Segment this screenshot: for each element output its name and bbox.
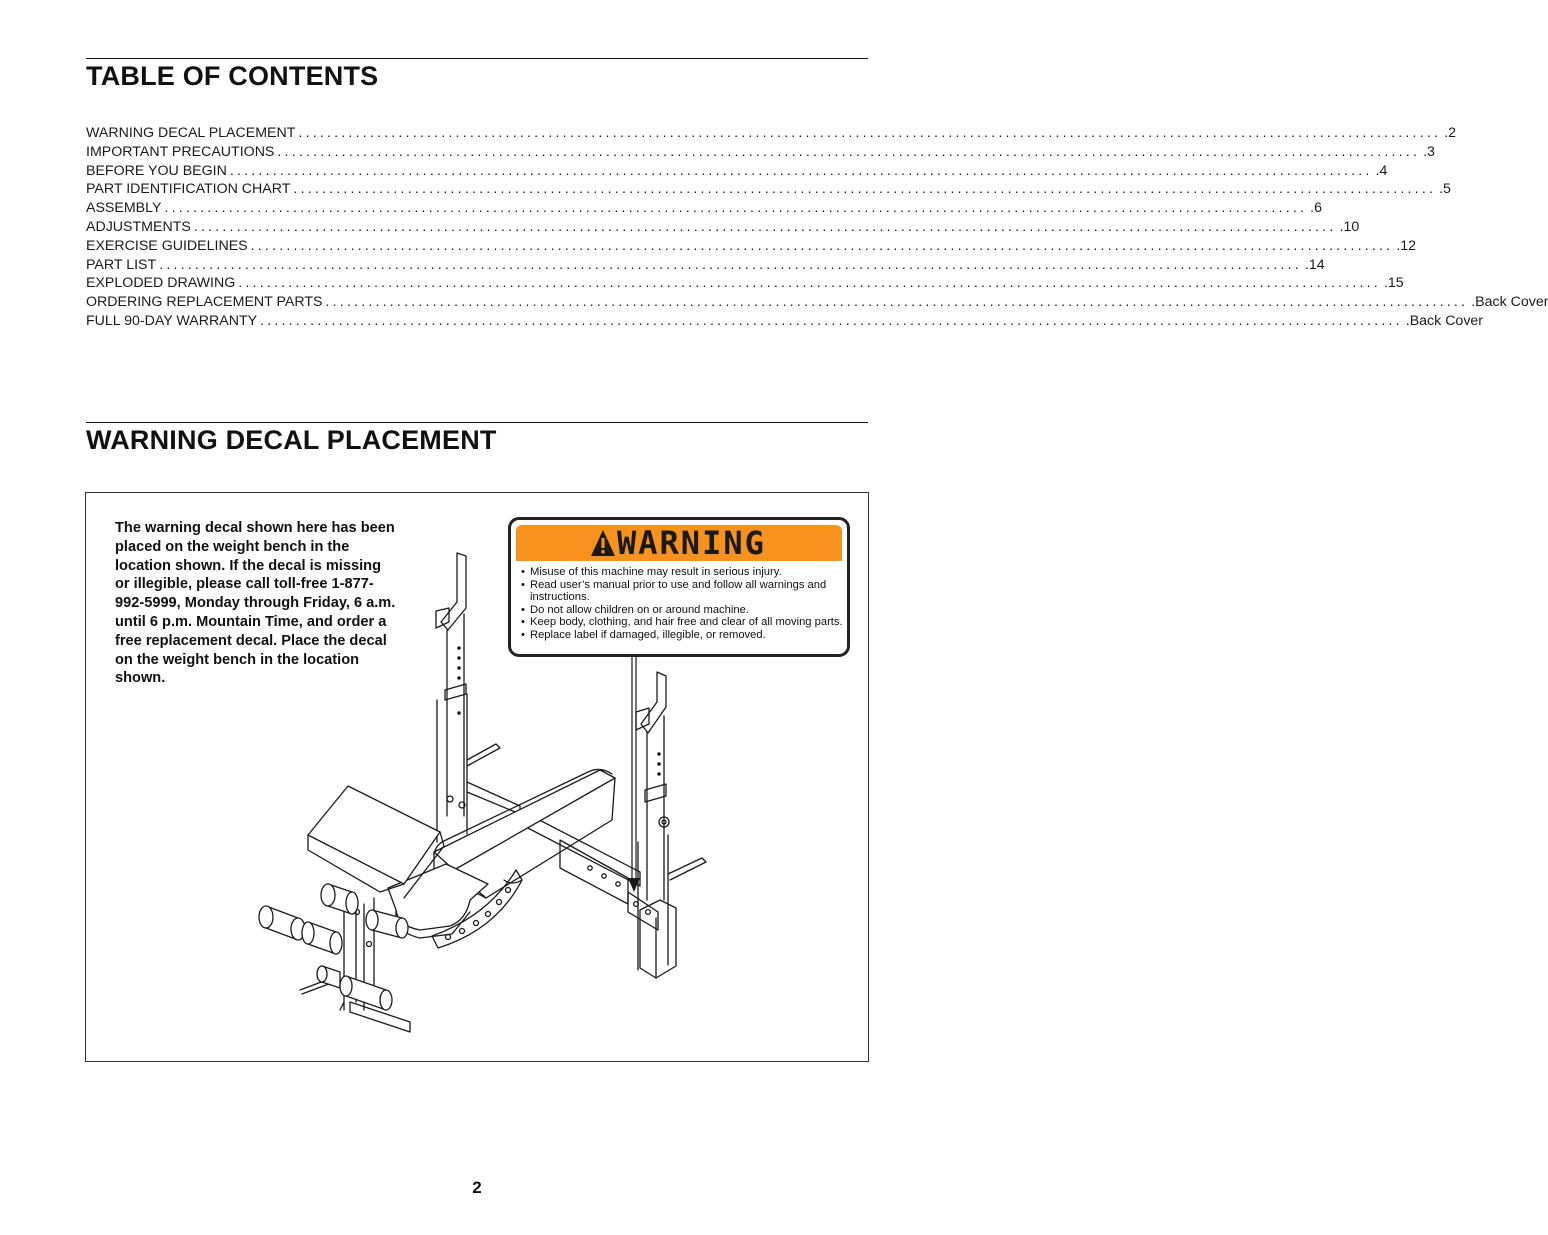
toc-leader-dots: ................................................................................................................................................................ <box>229 162 1373 179</box>
warning-word: WARNING <box>617 524 766 562</box>
page-number: 2 <box>472 1178 482 1197</box>
toc-leader-dots: ................................................................................................................................................................ <box>159 256 1302 273</box>
warning-item: • Keep body, clothing, and hair free and clear of all moving parts. <box>521 616 843 629</box>
toc-leader-dots: ................................................................................................................................................................ <box>260 312 1403 329</box>
toc-entry-page: .2 <box>1444 125 1456 141</box>
toc-leader-dots: ................................................................................................................................................................ <box>193 218 1337 235</box>
toc-entry-page: .5 <box>1439 181 1451 198</box>
toc-leader-dots: ................................................................................................................................................................ <box>164 200 1308 217</box>
toc-entry-title: EXERCISE GUIDELINES <box>86 237 248 254</box>
toc-entry-title: EXPLODED DRAWING <box>86 275 236 292</box>
warning-section-heading: WARNING DECAL PLACEMENT <box>86 425 497 455</box>
warning-item: • Do not allow children on or around machine. <box>521 604 843 617</box>
toc-entry-title: BEFORE YOU BEGIN <box>86 162 227 179</box>
toc-leader-dots: ................................................................................................................................................................ <box>250 237 1394 254</box>
toc-entry-title: PART LIST <box>86 256 157 273</box>
toc-entry-page: .Back Cover <box>1405 312 1484 329</box>
toc-entry-title: IMPORTANT PRECAUTIONS <box>86 143 275 160</box>
toc-entry-title: FULL 90-DAY WARRANTY <box>86 312 258 329</box>
toc-entry-page: .14 <box>1304 256 1325 273</box>
warning-item: • Misuse of this machine may result in serious injury. <box>521 566 843 579</box>
foam-rollers <box>259 884 408 1010</box>
toc-entry-title: PART IDENTIFICATION CHART <box>86 181 291 198</box>
toc-entry-page: .6 <box>1310 200 1322 217</box>
toc-entry-page: .15 <box>1383 275 1404 292</box>
toc-leader-dots: ................................................................................................................................................................ <box>298 125 1442 141</box>
right-upright <box>636 672 706 978</box>
toc-entry-title: WARNING DECAL PLACEMENT <box>86 125 296 141</box>
toc-entry-page: .10 <box>1339 218 1360 235</box>
toc-entry-title: ADJUSTMENTS <box>86 218 191 235</box>
toc-entry-page: .3 <box>1423 143 1435 160</box>
toc-leader-dots: ................................................................................................................................................................ <box>277 143 1421 160</box>
toc-entry-page: .4 <box>1375 162 1388 179</box>
warning-item: • Read user’s manual prior to use and follow all warnings and instructions. <box>521 579 843 604</box>
toc-leader-dots: ................................................................................................................................................................ <box>238 275 1381 292</box>
toc-heading: TABLE OF CONTENTS <box>86 61 379 91</box>
toc-entry-page: .12 <box>1396 237 1417 254</box>
toc-entry-page: .Back Cover <box>1471 294 1548 311</box>
toc-leader-dots: ................................................................................................................................................................ <box>293 181 1437 198</box>
toc-leader-dots: ................................................................................................................................................................ <box>325 294 1469 311</box>
decal-instructions: The warning decal shown here has been placed on the weight bench in the location shown. If the decal is missing or illegible, please call toll-free 1-877-992-5999, Monday through Friday, 6 a.m. until 6 p.m. Mountain Time, and order a free replacement decal. Place the decal on the weight bench in the location shown. <box>115 520 396 687</box>
rear-base-rail <box>520 810 658 930</box>
left-upright <box>436 553 520 842</box>
toc-entry-title: ASSEMBLY <box>86 200 162 217</box>
toc-entry-title: ORDERING REPLACEMENT PARTS <box>86 294 323 311</box>
warning-item: • Replace label if damaged, illegible, or removed. <box>521 629 843 642</box>
